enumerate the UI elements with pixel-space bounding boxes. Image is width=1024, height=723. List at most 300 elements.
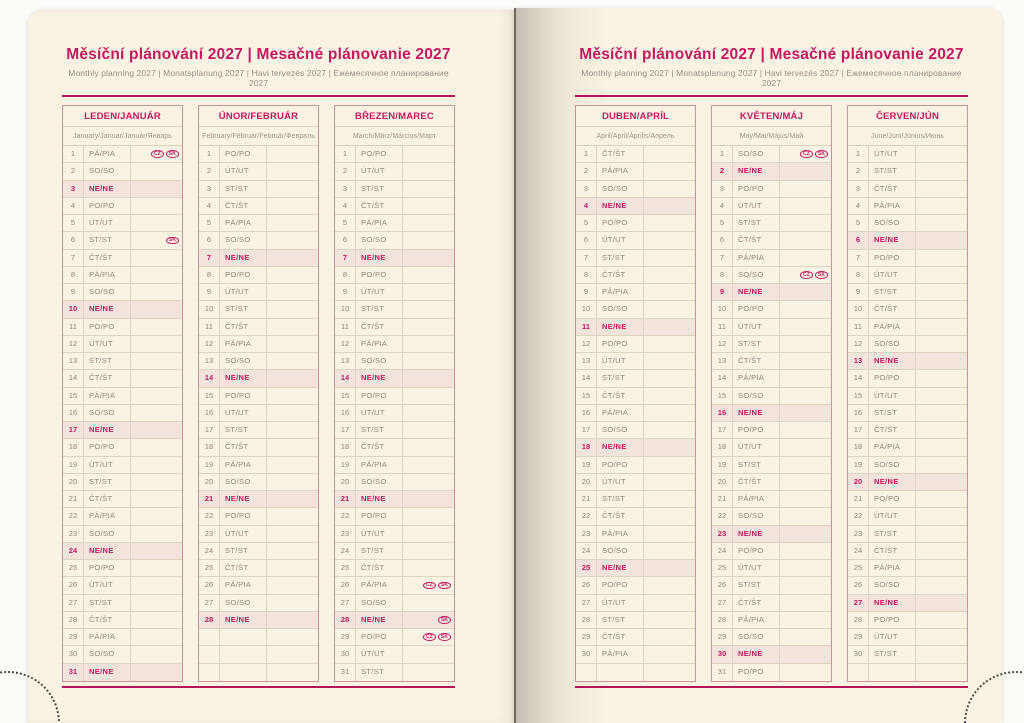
- day-row: [576, 301, 695, 318]
- weekday-abbreviation: PÁ/PIA: [869, 319, 916, 335]
- left-page-header: [62, 46, 455, 97]
- day-row: [335, 388, 454, 405]
- weekday-abbreviation: ÚT/UT: [597, 353, 644, 369]
- notes-cell: [131, 595, 182, 611]
- notes-cell: [780, 646, 831, 662]
- weekday-abbreviation: ST/ST: [84, 232, 131, 248]
- weekday-abbreviation: PO/PO: [356, 388, 403, 404]
- day-row: [63, 612, 182, 629]
- weekday-abbreviation: ČT/ŠT: [84, 370, 131, 386]
- weekday-abbreviation: ST/ST: [733, 577, 780, 593]
- month-column-april: [575, 105, 696, 682]
- weekday-abbreviation: SO/SO: [597, 543, 644, 559]
- notes-cell: [131, 629, 182, 645]
- day-row: [848, 646, 967, 663]
- weekday-abbreviation: NE/NE: [356, 250, 403, 266]
- notes-cell: [131, 474, 182, 490]
- day-number: 23: [199, 526, 220, 542]
- weekday-abbreviation: ÚT/UT: [597, 474, 644, 490]
- weekday-abbreviation: NE/NE: [220, 370, 267, 386]
- day-number: 24: [576, 543, 597, 559]
- weekday-abbreviation: PO/PO: [356, 508, 403, 524]
- day-number: 31: [63, 664, 84, 681]
- day-row: [712, 163, 831, 180]
- day-number: 2: [63, 163, 84, 179]
- day-number: 19: [335, 457, 356, 473]
- weekday-abbreviation: PO/PO: [597, 457, 644, 473]
- page-title: Měsíční plánování 2027 | Mesačné plánovanie 2027: [66, 46, 451, 63]
- notes-cell: [267, 457, 318, 473]
- day-row: [335, 560, 454, 577]
- day-number: 22: [199, 508, 220, 524]
- day-row: [712, 664, 831, 681]
- weekday-abbreviation: [597, 664, 644, 681]
- notes-cell: [131, 319, 182, 335]
- weekday-abbreviation: PO/PO: [356, 267, 403, 283]
- day-number: 13: [63, 353, 84, 369]
- weekday-abbreviation: ÚT/UT: [356, 284, 403, 300]
- notes-cell: [916, 284, 967, 300]
- day-row: [63, 250, 182, 267]
- day-number: 3: [199, 181, 220, 197]
- weekday-abbreviation: ČT/ŠT: [869, 301, 916, 317]
- day-number: 9: [848, 284, 869, 300]
- weekday-abbreviation: PÁ/PIA: [597, 646, 644, 662]
- day-number: 17: [335, 422, 356, 438]
- day-number: 22: [848, 508, 869, 524]
- day-row: [199, 577, 318, 594]
- day-number: 11: [63, 319, 84, 335]
- notes-cell: [403, 388, 454, 404]
- weekday-abbreviation: SO/SO: [356, 474, 403, 490]
- day-row: [848, 457, 967, 474]
- day-number: 17: [848, 422, 869, 438]
- day-row: [848, 543, 967, 560]
- day-row: [848, 267, 967, 284]
- notes-cell: [644, 181, 695, 197]
- day-number: 10: [335, 301, 356, 317]
- weekday-abbreviation: ST/ST: [356, 543, 403, 559]
- weekday-abbreviation: PO/PO: [356, 629, 403, 645]
- day-row: [63, 543, 182, 560]
- day-number: 23: [63, 526, 84, 542]
- day-row: [848, 181, 967, 198]
- day-number: 27: [63, 595, 84, 611]
- day-row: [712, 439, 831, 456]
- day-row: [848, 388, 967, 405]
- day-number: [848, 664, 869, 681]
- day-row: [712, 215, 831, 232]
- day-row: [848, 508, 967, 525]
- weekday-abbreviation: ÚT/UT: [597, 595, 644, 611]
- day-row: [199, 181, 318, 198]
- header-rule: [62, 95, 455, 97]
- day-number: 20: [335, 474, 356, 490]
- notes-cell: [403, 577, 454, 593]
- weekday-abbreviation: SO/SO: [869, 577, 916, 593]
- day-number: 20: [63, 474, 84, 490]
- weekday-abbreviation: ST/ST: [356, 301, 403, 317]
- day-row: [335, 577, 454, 594]
- weekday-abbreviation: SO/SO: [220, 595, 267, 611]
- day-row: [335, 526, 454, 543]
- weekday-abbreviation: ST/ST: [356, 664, 403, 681]
- day-row: [848, 163, 967, 180]
- notes-cell: [780, 319, 831, 335]
- day-row: [576, 629, 695, 646]
- day-number: 12: [63, 336, 84, 352]
- day-number: 13: [576, 353, 597, 369]
- day-row: [335, 595, 454, 612]
- notes-cell: [780, 422, 831, 438]
- notes-cell: [780, 301, 831, 317]
- weekday-abbreviation: NE/NE: [733, 646, 780, 662]
- day-row: [335, 508, 454, 525]
- day-number: 15: [335, 388, 356, 404]
- notes-cell: [131, 560, 182, 576]
- notes-cell: [916, 267, 967, 283]
- weekday-abbreviation: ST/ST: [869, 284, 916, 300]
- day-number: 2: [848, 163, 869, 179]
- weekday-abbreviation: ČT/ŠT: [597, 508, 644, 524]
- day-number: 25: [712, 560, 733, 576]
- weekday-abbreviation: ST/ST: [733, 336, 780, 352]
- right-page-months: [575, 105, 968, 682]
- day-row: [576, 560, 695, 577]
- weekday-abbreviation: SO/SO: [733, 267, 780, 283]
- notes-cell: [916, 405, 967, 421]
- weekday-abbreviation: PO/PO: [869, 370, 916, 386]
- day-row: [335, 181, 454, 198]
- notes-cell: [780, 664, 831, 681]
- weekday-abbreviation: ÚT/UT: [220, 284, 267, 300]
- day-row: [335, 422, 454, 439]
- day-row: [576, 181, 695, 198]
- weekday-abbreviation: SO/SO: [84, 163, 131, 179]
- day-row: [848, 405, 967, 422]
- day-row: [63, 560, 182, 577]
- weekday-abbreviation: PO/PO: [220, 508, 267, 524]
- day-row: [848, 612, 967, 629]
- weekday-abbreviation: PÁ/PIA: [597, 284, 644, 300]
- day-number: 11: [576, 319, 597, 335]
- day-number: 6: [576, 232, 597, 248]
- weekday-abbreviation: PO/PO: [84, 198, 131, 214]
- weekday-abbreviation: ČT/ŠT: [869, 181, 916, 197]
- day-row: [576, 267, 695, 284]
- weekday-abbreviation: PÁ/PIA: [356, 577, 403, 593]
- day-row: [712, 267, 831, 284]
- day-number: 8: [712, 267, 733, 283]
- notes-cell: [267, 353, 318, 369]
- notes-cell: [403, 646, 454, 662]
- day-row: [848, 301, 967, 318]
- day-row: [63, 422, 182, 439]
- notes-cell: [267, 336, 318, 352]
- day-number: 5: [199, 215, 220, 231]
- weekday-abbreviation: PO/PO: [869, 250, 916, 266]
- weekday-abbreviation: NE/NE: [869, 595, 916, 611]
- weekday-abbreviation: PO/PO: [220, 388, 267, 404]
- notes-cell: [403, 457, 454, 473]
- day-row: [199, 163, 318, 180]
- notes-cell: [644, 198, 695, 214]
- day-number: 10: [199, 301, 220, 317]
- weekday-abbreviation: NE/NE: [597, 198, 644, 214]
- day-row: [199, 319, 318, 336]
- day-number: 31: [335, 664, 356, 681]
- day-number: 22: [576, 508, 597, 524]
- day-row: [576, 457, 695, 474]
- day-row: [576, 215, 695, 232]
- weekday-abbreviation: ST/ST: [220, 543, 267, 559]
- weekday-abbreviation: ST/ST: [597, 250, 644, 266]
- day-number: 5: [712, 215, 733, 231]
- day-row: [63, 215, 182, 232]
- notes-cell: [916, 646, 967, 662]
- day-row: [199, 146, 318, 163]
- weekday-abbreviation: PO/PO: [597, 215, 644, 231]
- day-number: 15: [848, 388, 869, 404]
- day-row: [712, 146, 831, 163]
- day-row: [576, 543, 695, 560]
- day-number: 28: [712, 612, 733, 628]
- weekday-abbreviation: ÚT/UT: [356, 405, 403, 421]
- notes-cell: [916, 629, 967, 645]
- weekday-abbreviation: ST/ST: [84, 474, 131, 490]
- day-row: [576, 612, 695, 629]
- holiday-badge-sk: SK: [166, 150, 179, 158]
- day-row: [848, 353, 967, 370]
- empty-row: [199, 664, 318, 681]
- day-number: 1: [576, 146, 597, 162]
- month-title: DUBEN/APRÍL: [576, 106, 695, 127]
- day-number: 22: [63, 508, 84, 524]
- day-number: 28: [63, 612, 84, 628]
- notes-cell: [131, 422, 182, 438]
- month-languages: May/Mai/Május/Май: [712, 127, 831, 146]
- weekday-abbreviation: ÚT/UT: [869, 629, 916, 645]
- weekday-abbreviation: PÁ/PIA: [84, 388, 131, 404]
- notes-cell: [403, 543, 454, 559]
- day-number: 3: [848, 181, 869, 197]
- weekday-abbreviation: PÁ/PIA: [220, 336, 267, 352]
- day-row: [199, 612, 318, 629]
- notes-cell: [916, 457, 967, 473]
- weekday-abbreviation: PÁ/PIA: [220, 457, 267, 473]
- weekday-abbreviation: PO/PO: [597, 336, 644, 352]
- day-row: [712, 284, 831, 301]
- page-subtitle: Monthly planning 2027 | Monatsplanung 2027 | Havi tervezés 2027 | Ежемесячное планирование 2027: [581, 68, 962, 88]
- day-number: 28: [335, 612, 356, 628]
- notes-cell: [267, 284, 318, 300]
- notes-cell: [403, 301, 454, 317]
- weekday-abbreviation: ČT/ŠT: [597, 629, 644, 645]
- day-number: 16: [335, 405, 356, 421]
- day-row: [576, 422, 695, 439]
- notes-cell: [267, 181, 318, 197]
- day-row: [712, 595, 831, 612]
- notes-cell: [780, 181, 831, 197]
- notes-cell: [916, 595, 967, 611]
- notes-cell: [131, 612, 182, 628]
- notes-cell: [916, 474, 967, 490]
- day-row: [712, 370, 831, 387]
- weekday-abbreviation: ST/ST: [84, 595, 131, 611]
- day-row: [712, 198, 831, 215]
- notes-cell: [644, 163, 695, 179]
- weekday-abbreviation: NE/NE: [84, 181, 131, 197]
- weekday-abbreviation: SO/SO: [597, 181, 644, 197]
- notes-cell: [916, 388, 967, 404]
- notes-cell: [267, 163, 318, 179]
- day-row: [848, 250, 967, 267]
- day-row: [63, 439, 182, 456]
- month-rows: [335, 146, 454, 681]
- day-number: 12: [848, 336, 869, 352]
- weekday-abbreviation: NE/NE: [220, 250, 267, 266]
- day-row: [848, 629, 967, 646]
- day-row: [712, 250, 831, 267]
- day-number: 27: [335, 595, 356, 611]
- day-row: [335, 336, 454, 353]
- notes-cell: [131, 543, 182, 559]
- day-row: [63, 491, 182, 508]
- day-row: [576, 336, 695, 353]
- day-number: 29: [335, 629, 356, 645]
- notes-cell: [267, 612, 318, 628]
- notes-cell: [644, 526, 695, 542]
- day-number: 7: [335, 250, 356, 266]
- notes-cell: [403, 664, 454, 681]
- notes-cell: [131, 526, 182, 542]
- notes-cell: [267, 232, 318, 248]
- notes-cell: [403, 491, 454, 507]
- notes-cell: [403, 353, 454, 369]
- book-spine-shadow: [514, 8, 516, 723]
- notes-cell: [780, 474, 831, 490]
- day-number: 27: [712, 595, 733, 611]
- day-number: 27: [848, 595, 869, 611]
- day-row: [576, 353, 695, 370]
- weekday-abbreviation: PÁ/PIA: [220, 577, 267, 593]
- weekday-abbreviation: ÚT/UT: [869, 388, 916, 404]
- notes-cell: [267, 629, 318, 645]
- notes-cell: [780, 163, 831, 179]
- weekday-abbreviation: PO/PO: [733, 301, 780, 317]
- weekday-abbreviation: PO/PO: [84, 319, 131, 335]
- notes-cell: [780, 543, 831, 559]
- weekday-abbreviation: ČT/ŠT: [356, 319, 403, 335]
- weekday-abbreviation: ÚT/UT: [220, 163, 267, 179]
- day-row: [848, 146, 967, 163]
- notes-cell: [267, 474, 318, 490]
- weekday-abbreviation: ST/ST: [597, 491, 644, 507]
- holiday-badge-sk: SK: [815, 150, 828, 158]
- notes-cell: [780, 146, 831, 162]
- day-number: 7: [576, 250, 597, 266]
- weekday-abbreviation: PO/PO: [356, 146, 403, 162]
- notes-cell: [780, 215, 831, 231]
- month-languages: June/Juni/Június/Июнь: [848, 127, 967, 146]
- day-number: 28: [199, 612, 220, 628]
- empty-row: [199, 629, 318, 646]
- notes-cell: [780, 336, 831, 352]
- day-number: 17: [576, 422, 597, 438]
- day-number: 15: [576, 388, 597, 404]
- day-number: 15: [63, 388, 84, 404]
- notes-cell: [131, 353, 182, 369]
- day-row: [848, 422, 967, 439]
- month-column-june: [847, 105, 968, 682]
- notes-cell: [131, 215, 182, 231]
- day-row: [63, 319, 182, 336]
- day-row: [576, 526, 695, 543]
- notes-cell: [780, 595, 831, 611]
- notes-cell: [131, 198, 182, 214]
- notes-cell: [916, 163, 967, 179]
- day-row: [712, 491, 831, 508]
- notes-cell: [644, 353, 695, 369]
- day-number: 22: [335, 508, 356, 524]
- weekday-abbreviation: ST/ST: [869, 405, 916, 421]
- weekday-abbreviation: PÁ/PIA: [84, 629, 131, 645]
- notes-cell: [267, 508, 318, 524]
- weekday-abbreviation: PÁ/PIA: [733, 370, 780, 386]
- weekday-abbreviation: PÁ/PIA: [356, 457, 403, 473]
- notes-cell: [916, 301, 967, 317]
- notes-cell: [916, 250, 967, 266]
- notes-cell: [780, 439, 831, 455]
- day-number: 18: [712, 439, 733, 455]
- day-row: [576, 595, 695, 612]
- weekday-abbreviation: PÁ/PIA: [84, 267, 131, 283]
- weekday-abbreviation: ÚT/UT: [733, 560, 780, 576]
- day-number: 21: [335, 491, 356, 507]
- notes-cell: [131, 181, 182, 197]
- notes-cell: [916, 560, 967, 576]
- weekday-abbreviation: SO/SO: [733, 388, 780, 404]
- day-number: 23: [848, 526, 869, 542]
- day-number: 18: [576, 439, 597, 455]
- day-row: [199, 457, 318, 474]
- day-number: 9: [576, 284, 597, 300]
- day-number: 9: [199, 284, 220, 300]
- weekday-abbreviation: ÚT/UT: [733, 319, 780, 335]
- holiday-badge-sk: SK: [815, 271, 828, 279]
- notes-cell: [644, 439, 695, 455]
- weekday-abbreviation: ÚT/UT: [733, 439, 780, 455]
- notes-cell: [644, 422, 695, 438]
- month-rows: [199, 146, 318, 681]
- notes-cell: [916, 491, 967, 507]
- notes-cell: [403, 474, 454, 490]
- day-number: 2: [199, 163, 220, 179]
- day-row: [335, 301, 454, 318]
- day-row: [63, 370, 182, 387]
- notes-cell: [403, 508, 454, 524]
- holiday-badge-cz: CZ: [423, 633, 436, 641]
- weekday-abbreviation: NE/NE: [597, 439, 644, 455]
- weekday-abbreviation: ČT/ŠT: [733, 474, 780, 490]
- day-row: [63, 353, 182, 370]
- day-number: 13: [335, 353, 356, 369]
- notes-cell: [644, 508, 695, 524]
- notes-cell: [131, 405, 182, 421]
- page-subtitle: Monthly planning 2027 | Monatsplanung 2027 | Havi tervezés 2027 | Ежемесячное планирование 2027: [68, 68, 449, 88]
- weekday-abbreviation: SO/SO: [84, 526, 131, 542]
- weekday-abbreviation: PO/PO: [733, 181, 780, 197]
